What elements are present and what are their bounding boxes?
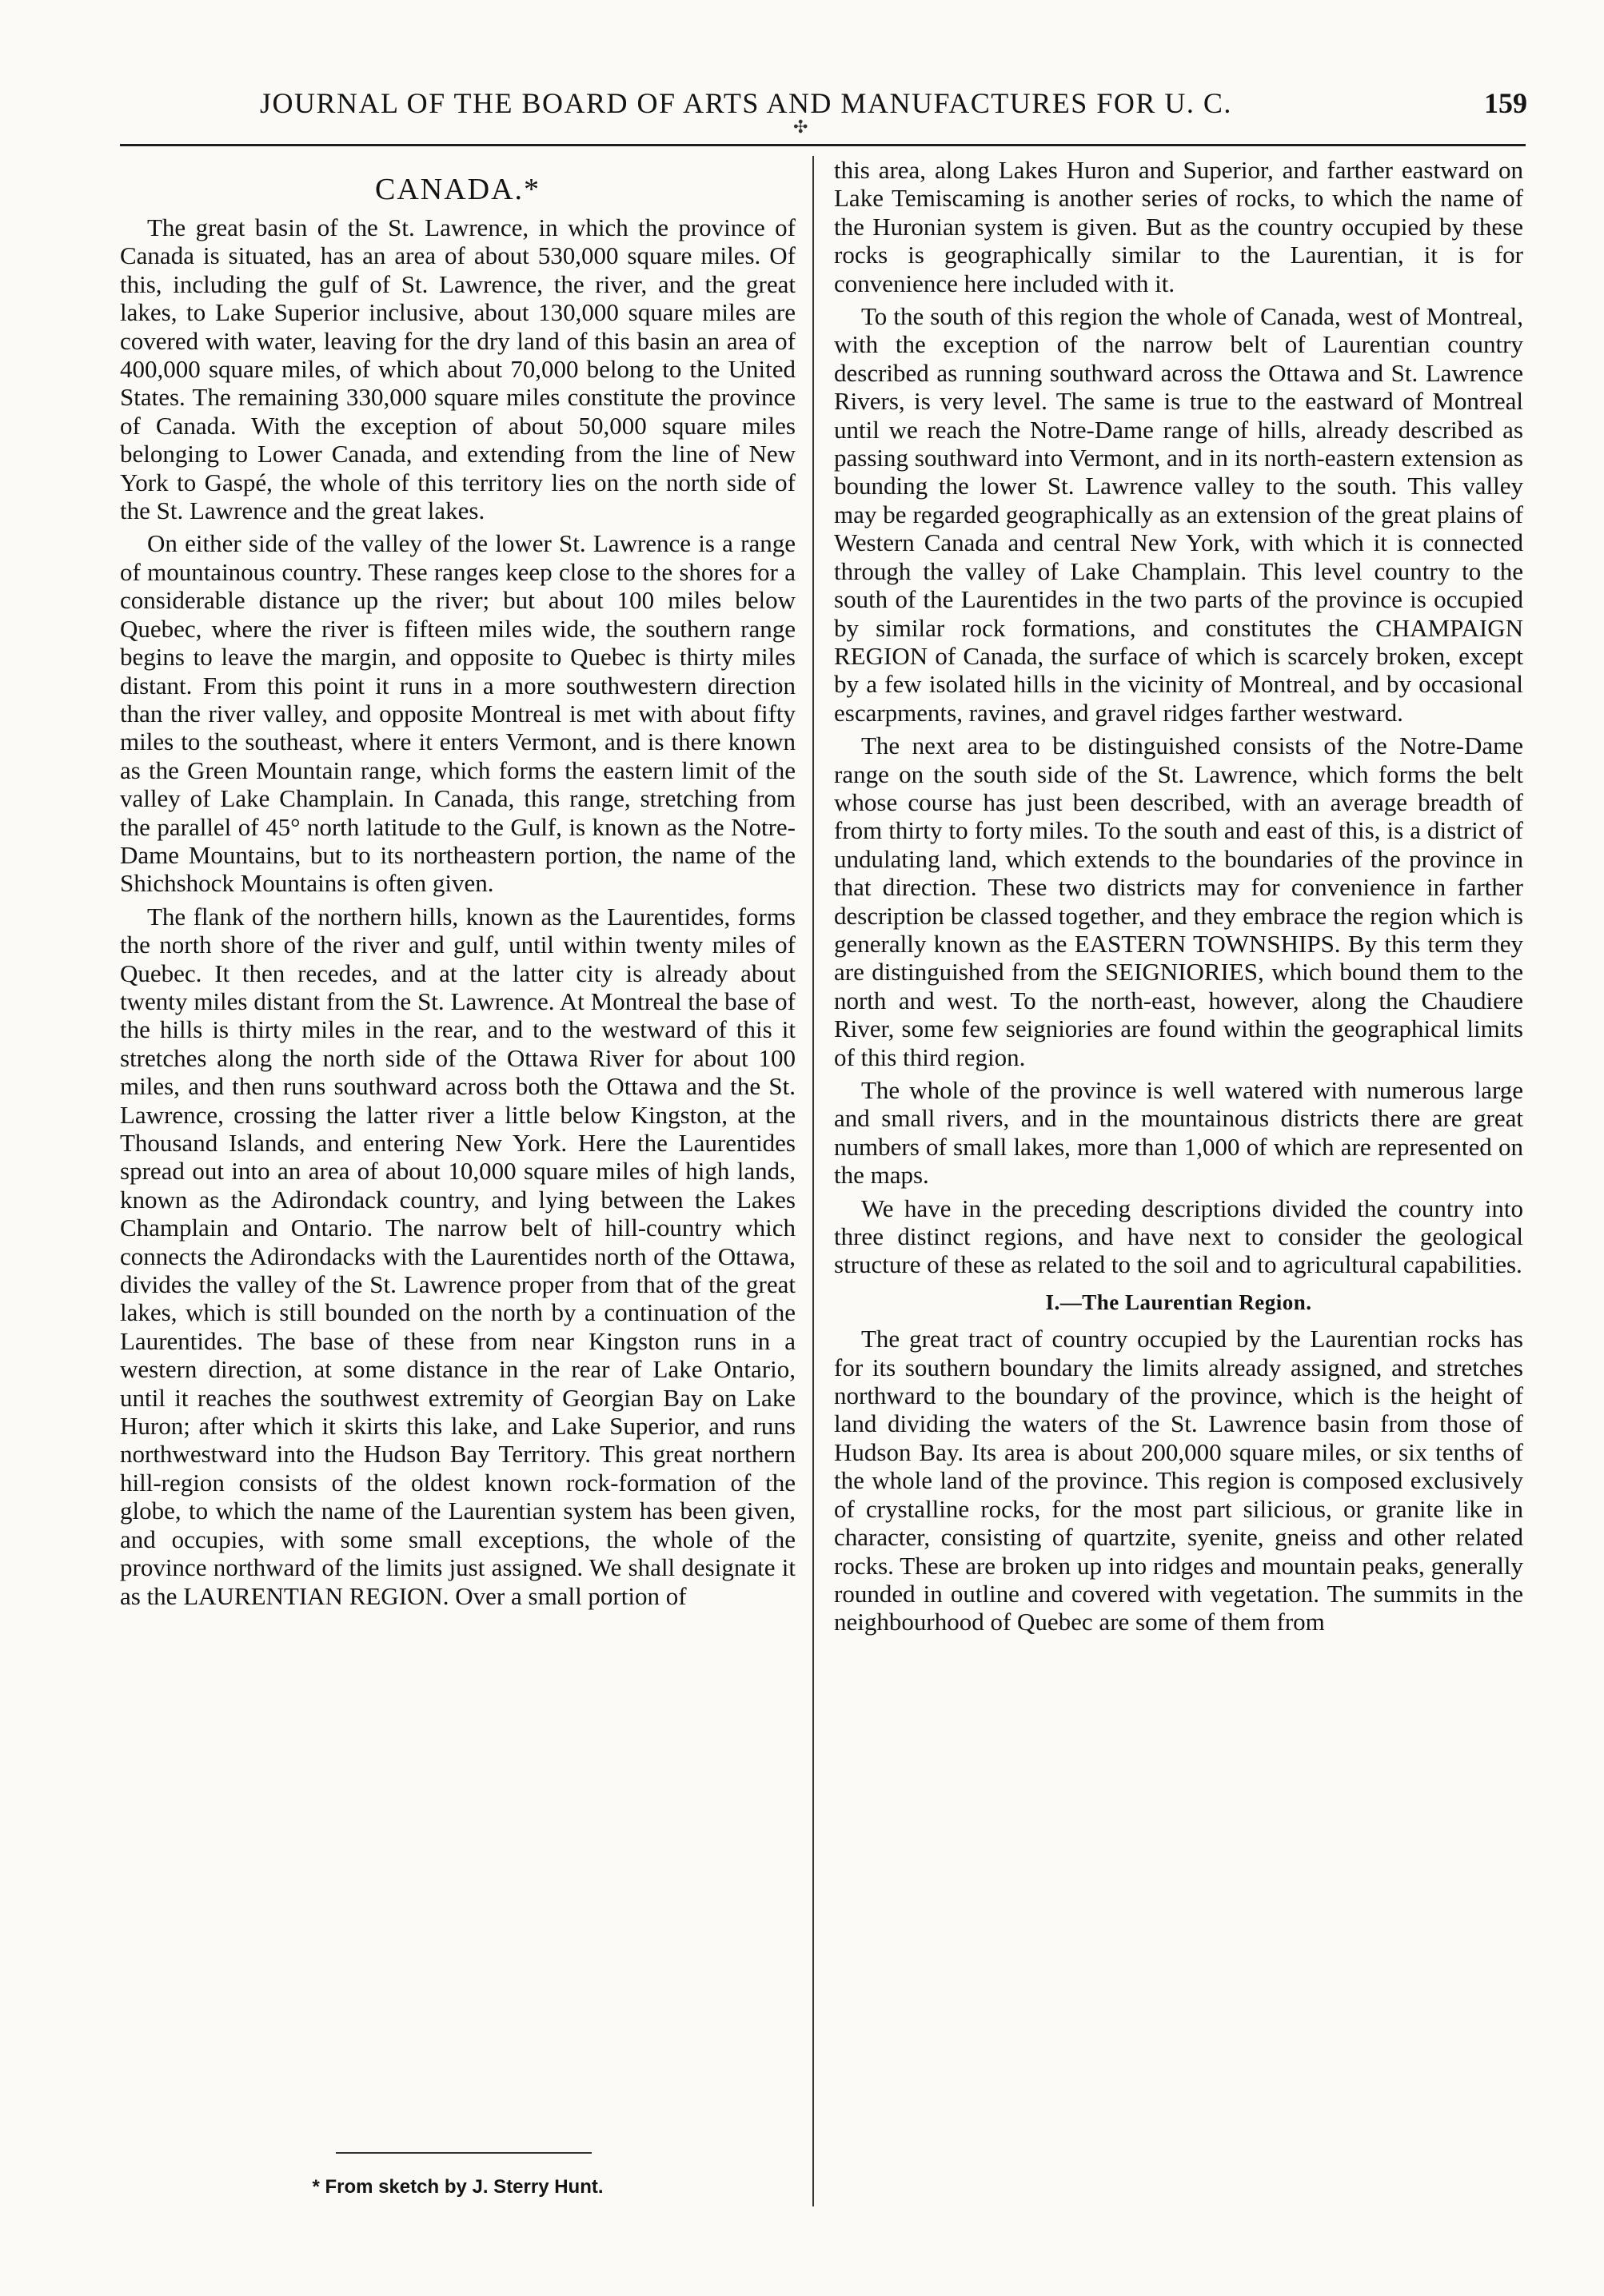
paragraph: We have in the preceding descriptions divided the country into three distinct regions, and have next to consider the geological structure of these as related to the soil and to agricultural capabilities. — [834, 1194, 1523, 1279]
paragraph: The great tract of country occupied by the Laurentian rocks has for its southern boundary the limits already assigned, and stretches northward to the boundary of the province, which is the height of land dividing the waters of the St. Lawrence basin from those of Hudson Bay. Its area is about 200,000 square miles, or six tenths of the whole land of the province. This region is composed exclusively of crystalline rocks, for the most part silicious, or granite like in character, consisting of quartzite, syenite, gneiss and other related rocks. These are broken up into ridges and mountain peaks, generally rounded in outline and covered with vegetation. The summits in the neighbourhood of Quebec are some of them from — [834, 1325, 1523, 1636]
section-heading: I.—The Laurentian Region. — [1045, 1290, 1312, 1314]
paragraph: To the south of this region the whole of Canada, west of Montreal, with the exception of the narrow belt of Laurentian country described as running southward across the Ottawa and St. Lawrence Rivers, is very level. The same is true to the eastward of Montreal until we reach the Notre-Dame range of hills, already described as passing southward into Vermont, and in its north-eastern extension as bounding the lower St. Lawrence valley to the south. This valley may be regarded geographically as an extension of the great plains of Western Canada and central New York, with which it is connected through the valley of Lake Champlain. This level country to the south of the Laurentides in the two parts of the province is occupied by similar rock formations, and constitutes the CHAMPAIGN REGION of Canada, the surface of which is scarcely broken, except by a few isolated hills in the vicinity of Montreal, and by occasional escarpments, ravines, and gravel ridges farther westward. — [834, 302, 1523, 727]
header-rule — [120, 144, 1526, 146]
running-header — [120, 86, 1527, 122]
column-divider — [812, 156, 814, 2206]
paragraph: The next area to be distinguished consists of the Notre-Dame range on the south side of the St. Lawrence, which forms the belt whose course has just been described, with an average breadth of from thirty to forty miles. To the south and east of this, is a district of undulating land, which extends to the boundaries of the province in that direction. These two districts may for convenience in farther description be classed together, and they embrace the region which is generally known as the EASTERN TOWNSHIPS. By this term they are distinguished from the SEIGNIORIES, which bound them to the north and west. To the north-east, however, along the Chaudiere River, some few seigniories are found within the geographical limits of this third region. — [834, 731, 1523, 1071]
page-number: 159 — [1484, 87, 1527, 119]
ornament-icon: ✣ — [793, 117, 808, 137]
paragraph: The flank of the northern hills, known as the Laurentides, forms the north shore of the river and gulf, until within twenty miles of Quebec. It then recedes, and at the latter city is already about twenty miles distant from the St. Lawrence. At Montreal the base of the hills is thirty miles in the rear, and to the westward of this it stretches along the north side of the Ottawa River for about 100 miles, and then runs southward across both the Ottawa and the St. Lawrence, crossing the latter river a little below Kingston, at the Thousand Islands, and entering New York. Here the Laurentides spread out into an area of about 10,000 square miles of high lands, known as the Adirondack country, and lying between the Lakes Champlain and Ontario. The narrow belt of hill-country which connects the Adirondacks with the Laurentides north of the Ottawa, divides the valley of the St. Lawrence proper from that of the great lakes, which is still bounded on the north by a continuation of the Laurentides. The base of these from near Kingston runs in a western direction, at some distance in the rear of Lake Ontario, until it reaches the southwest extremity of Georgian Bay on Lake Huron; after which it skirts this lake, and Lake Superior, and runs northwestward into the Hudson Bay Territory. This great northern hill-region consists of the oldest known rock-formation of the globe, to which the name of the Laurentian system has been given, and occupies, with some small exceptions, the whole of the province northward of the limits just assigned. We shall designate it as the LAURENTIAN REGION. Over a small portion of — [120, 902, 796, 1610]
paragraph: On either side of the valley of the lower St. Lawrence is a range of mountainous country. These ranges keep close to the shores for a considerable distance up the river; but about 100 miles below Quebec, where the river is fifteen miles wide, the southern range begins to leave the margin, and opposite to Quebec is thirty miles distant. From this point it runs in a more southwestern direction than the river valley, and opposite Montreal is met with about fifty miles to the southeast, where it enters Vermont, and is there known as the Green Mountain range, which forms the eastern limit of the valley of Lake Champlain. In Canada, this range, stretching from the parallel of 45° north latitude to the Gulf, is known as the Notre-Dame Mountains, but to its northeastern portion, the name of the Shichshock Mountains is often given. — [120, 529, 796, 898]
footnote: * From sketch by J. Sterry Hunt. — [312, 2176, 604, 2198]
footnote-rule — [336, 2152, 592, 2154]
paragraph: this area, along Lakes Huron and Superior, and farther eastward on Lake Temiscaming is another series of rocks, to which the name of the Huronian system is given. But as the country occupied by these rocks is geographically similar to the Laurentian, it is for convenience here included with it. — [834, 156, 1523, 297]
paragraph: The whole of the province is well watered with numerous large and small rivers, and in the mountainous districts there are great numbers of small lakes, more than 1,000 of which are represented on the maps. — [834, 1076, 1523, 1190]
article-title: CANADA.* — [374, 173, 541, 206]
right-column — [834, 156, 1523, 1641]
running-title: JOURNAL OF THE BOARD OF ARTS AND MANUFACTURES FOR U. C. — [260, 87, 1232, 119]
left-column — [120, 156, 796, 1615]
paragraph: The great basin of the St. Lawrence, in which the province of Canada is situated, has an area of about 530,000 square miles. Of this, including the gulf of St. Lawrence, the river, and the great lakes, to Lake Superior inclusive, about 130,000 square miles are covered with water, leaving for the dry land of this basin an area of 400,000 square miles, of which about 70,000 belong to the United States. The remaining 330,000 square miles constitute the province of Canada. With the exception of about 50,000 square miles belonging to Lower Canada, and extending from the line of New York to Gaspé, the whole of this territory lies on the north side of the St. Lawrence and the great lakes. — [120, 213, 796, 525]
